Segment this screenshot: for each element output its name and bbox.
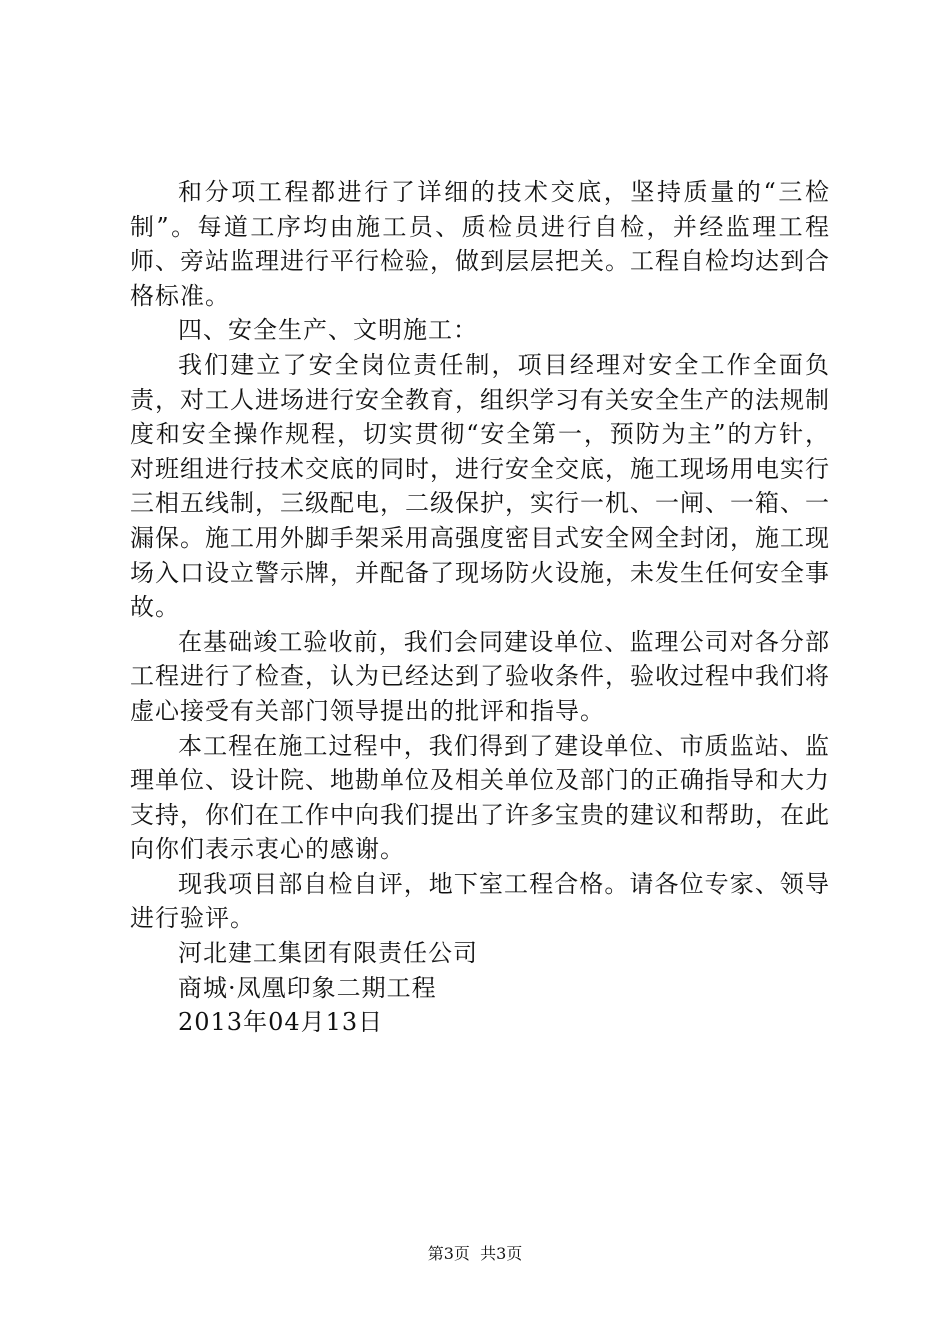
paragraph-quality-inspection: 和分项工程都进行了详细的技术交底，坚持质量的“三检制”。每道工序均由施工员、质检员进行自检，并经监理工程师、旁站监理进行平行检验，做到层层把关。工程自检均达到合格标准。 [130, 178, 830, 310]
signature-project: 商城·凤凰印象二期工程 [178, 973, 437, 1002]
page-footer [0, 1244, 950, 1264]
paragraph-acceptance: 在基础竣工验收前，我们会同建设单位、监理公司对各分部工程进行了检查，认为已经达到了验收条件，验收过程中我们将虚心接受有关部门领导提出的批评和指导。 [130, 627, 830, 725]
paragraph-thanks: 本工程在施工过程中，我们得到了建设单位、市质监站、监理单位、设计院、地勘单位及相关单位及部门的正确指导和大力支持，你们在工作中向我们提出了许多宝贵的建议和帮助，在此向你们表示衷心的感谢。 [130, 731, 830, 864]
section-heading-safety: 四、安全生产、文明施工： [178, 316, 478, 345]
signature-company: 河北建工集团有限责任公司 [178, 939, 478, 968]
signature-date: 2013年04月13日 [178, 1008, 384, 1037]
document-body [130, 175, 830, 1040]
paragraph-conclusion: 现我项目部自检自评，地下室工程合格。请各位专家、领导进行验评。 [130, 869, 830, 933]
page-number: 第3页 共3页 [427, 1244, 523, 1263]
paragraph-safety-measures: 我们建立了安全岗位责任制，项目经理对安全工作全面负责，对工人进场进行安全教育，组织学习有关安全生产的法规制度和安全操作规程，切实贯彻“安全第一，预防为主”的方针，对班组进行技术交底的同时，进行安全交底，施工现场用电实行三相五线制，三级配电，二级保护，实行一机、一闸、一箱、一漏保。施工用外脚手架采用高强度密目式安全网全封闭，施工现场入口设立警示牌，并配备了现场防火设施，未发生任何安全事故。 [130, 350, 830, 622]
